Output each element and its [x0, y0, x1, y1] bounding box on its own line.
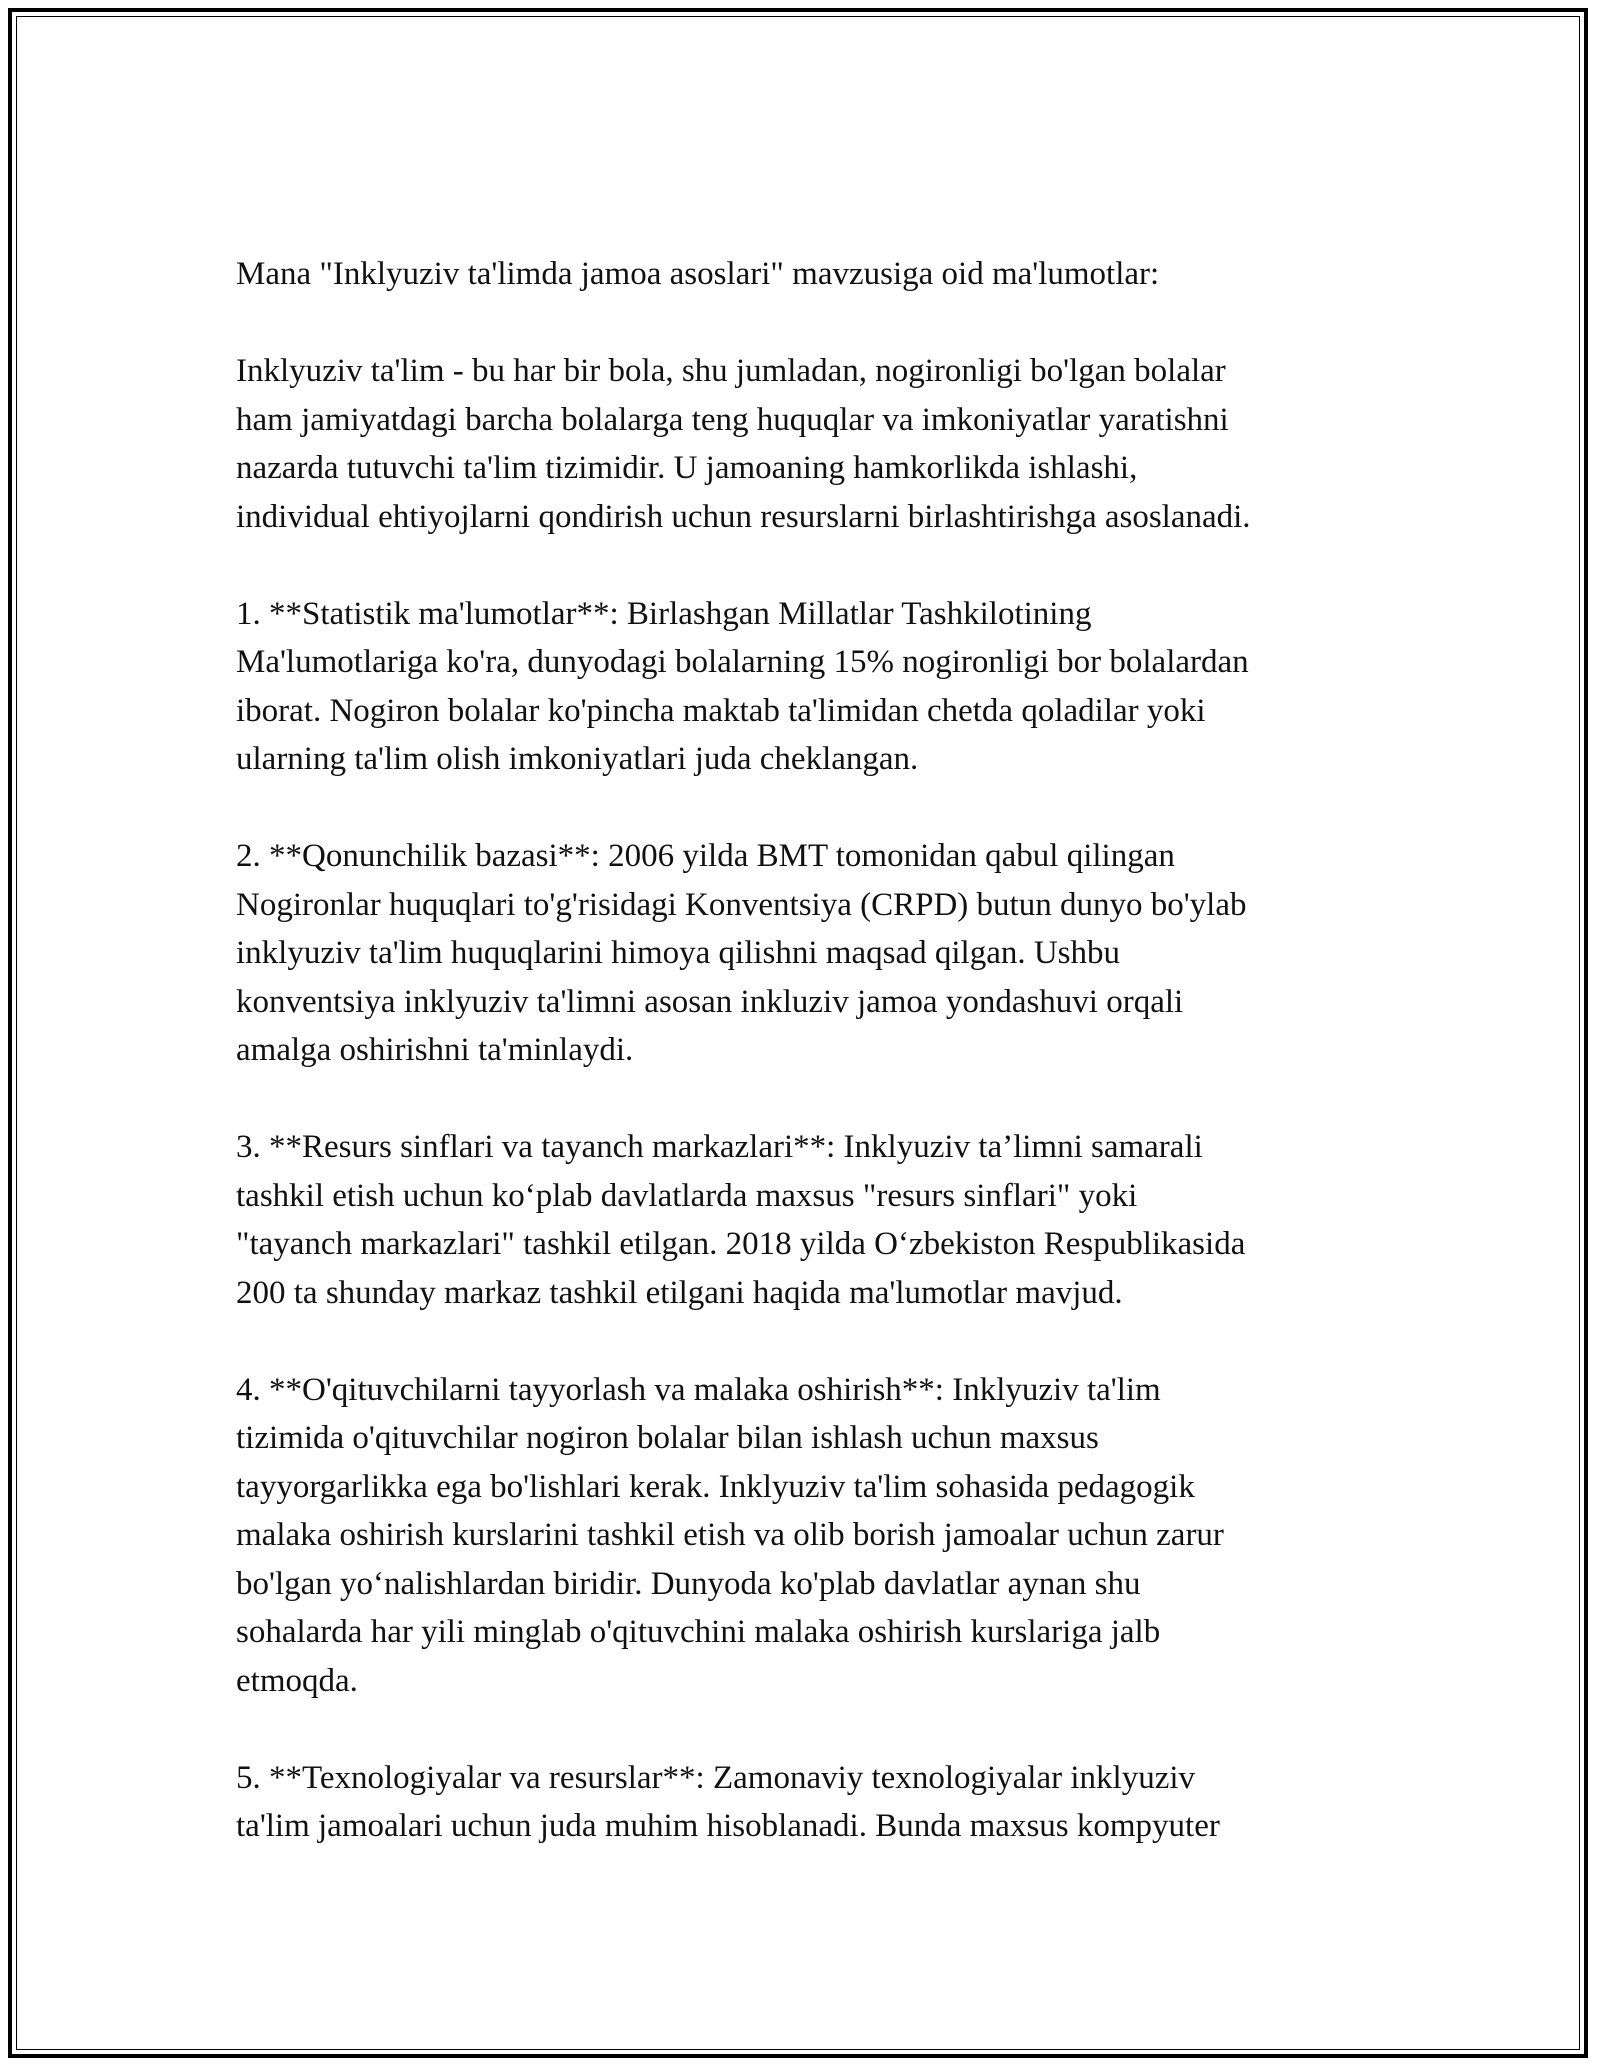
list-item-technologies: 5. **Texnologiyalar va resurslar**: Zamonaviy texnologiyalar inklyuziv ta'lim jamoalari uchun juda muhim hisoblanadi. Bunda maxsus kompyuter [236, 1759, 1220, 1844]
list-item-legal-basis: 2. **Qonunchilik bazasi**: 2006 yilda BMT tomonidan qabul qilingan Nogironlar huquqlari to'g'risidagi Konventsiya (CRPD) butun dunyo bo'ylab inklyuziv ta'lim huquqlarini himoya qilishni maqsad qilgan. Ushbu konventsiya inklyuziv ta'limni asosan inkluziv jamoa yondashuvi orqali amalga oshirishni ta'minlaydi. [236, 838, 1247, 1068]
list-item-resource-centers: 3. **Resurs sinflari va tayanch markazlari**: Inklyuziv ta’limni samarali tashkil etish uchun ko‘plab davlatlarda maxsus "resurs sinflari" yoki "tayanch markazlari" tashkil etilgan. 2018 yilda O‘zbekiston Respublikasida 200 ta shunday markaz tashkil etilgani haqida ma'lumotlar mavjud. [236, 1129, 1246, 1311]
list-item-teacher-training: 4. **O'qituvchilarni tayyorlash va malaka oshirish**: Inklyuziv ta'lim tizimida o'qituvchilar nogiron bolalar bilan ishlash uchun maxsus tayyorgarlikka ega bo'lishlari kerak. Inklyuziv ta'lim sohasida pedagogik malaka oshirish kurslarini tashkil etish va olib borish jamoalar uchun zarur bo'lgan yo‘nalishlardan biridir. Dunyoda ko'plab davlatlar aynan shu sohalarda har yili minglab o'qituvchini malaka oshirish kurslariga jalb etmoqda. [236, 1371, 1224, 1699]
definition-paragraph: Inklyuziv ta'lim - bu har bir bola, shu jumladan, nogironligi bo'lgan bolalar ham jamiyatdagi barcha bolalarga teng huquqlar va imkoniyatlar yaratishni nazarda tutuvchi ta'lim tizimidir. U jamoaning hamkorlikda ishlashi, individual ehtiyojlarni qondirish uchun resurslarni birlashtirishga asoslanadi. [236, 353, 1251, 535]
intro-line: Mana "Inklyuziv ta'limda jamoa asoslari" mavzusiga oid ma'lumotlar: [236, 256, 1160, 292]
document-body [236, 250, 1376, 1851]
list-item-statistics: 1. **Statistik ma'lumotlar**: Birlashgan Millatlar Tashkilotining Ma'lumotlariga ko'ra, dunyodagi bolalarning 15% nogironligi bor bolalardan iborat. Nogiron bolalar ko'pincha maktab ta'limidan chetda qoladilar yoki ularning ta'lim olish imkoniyatlari juda cheklangan. [236, 595, 1249, 777]
